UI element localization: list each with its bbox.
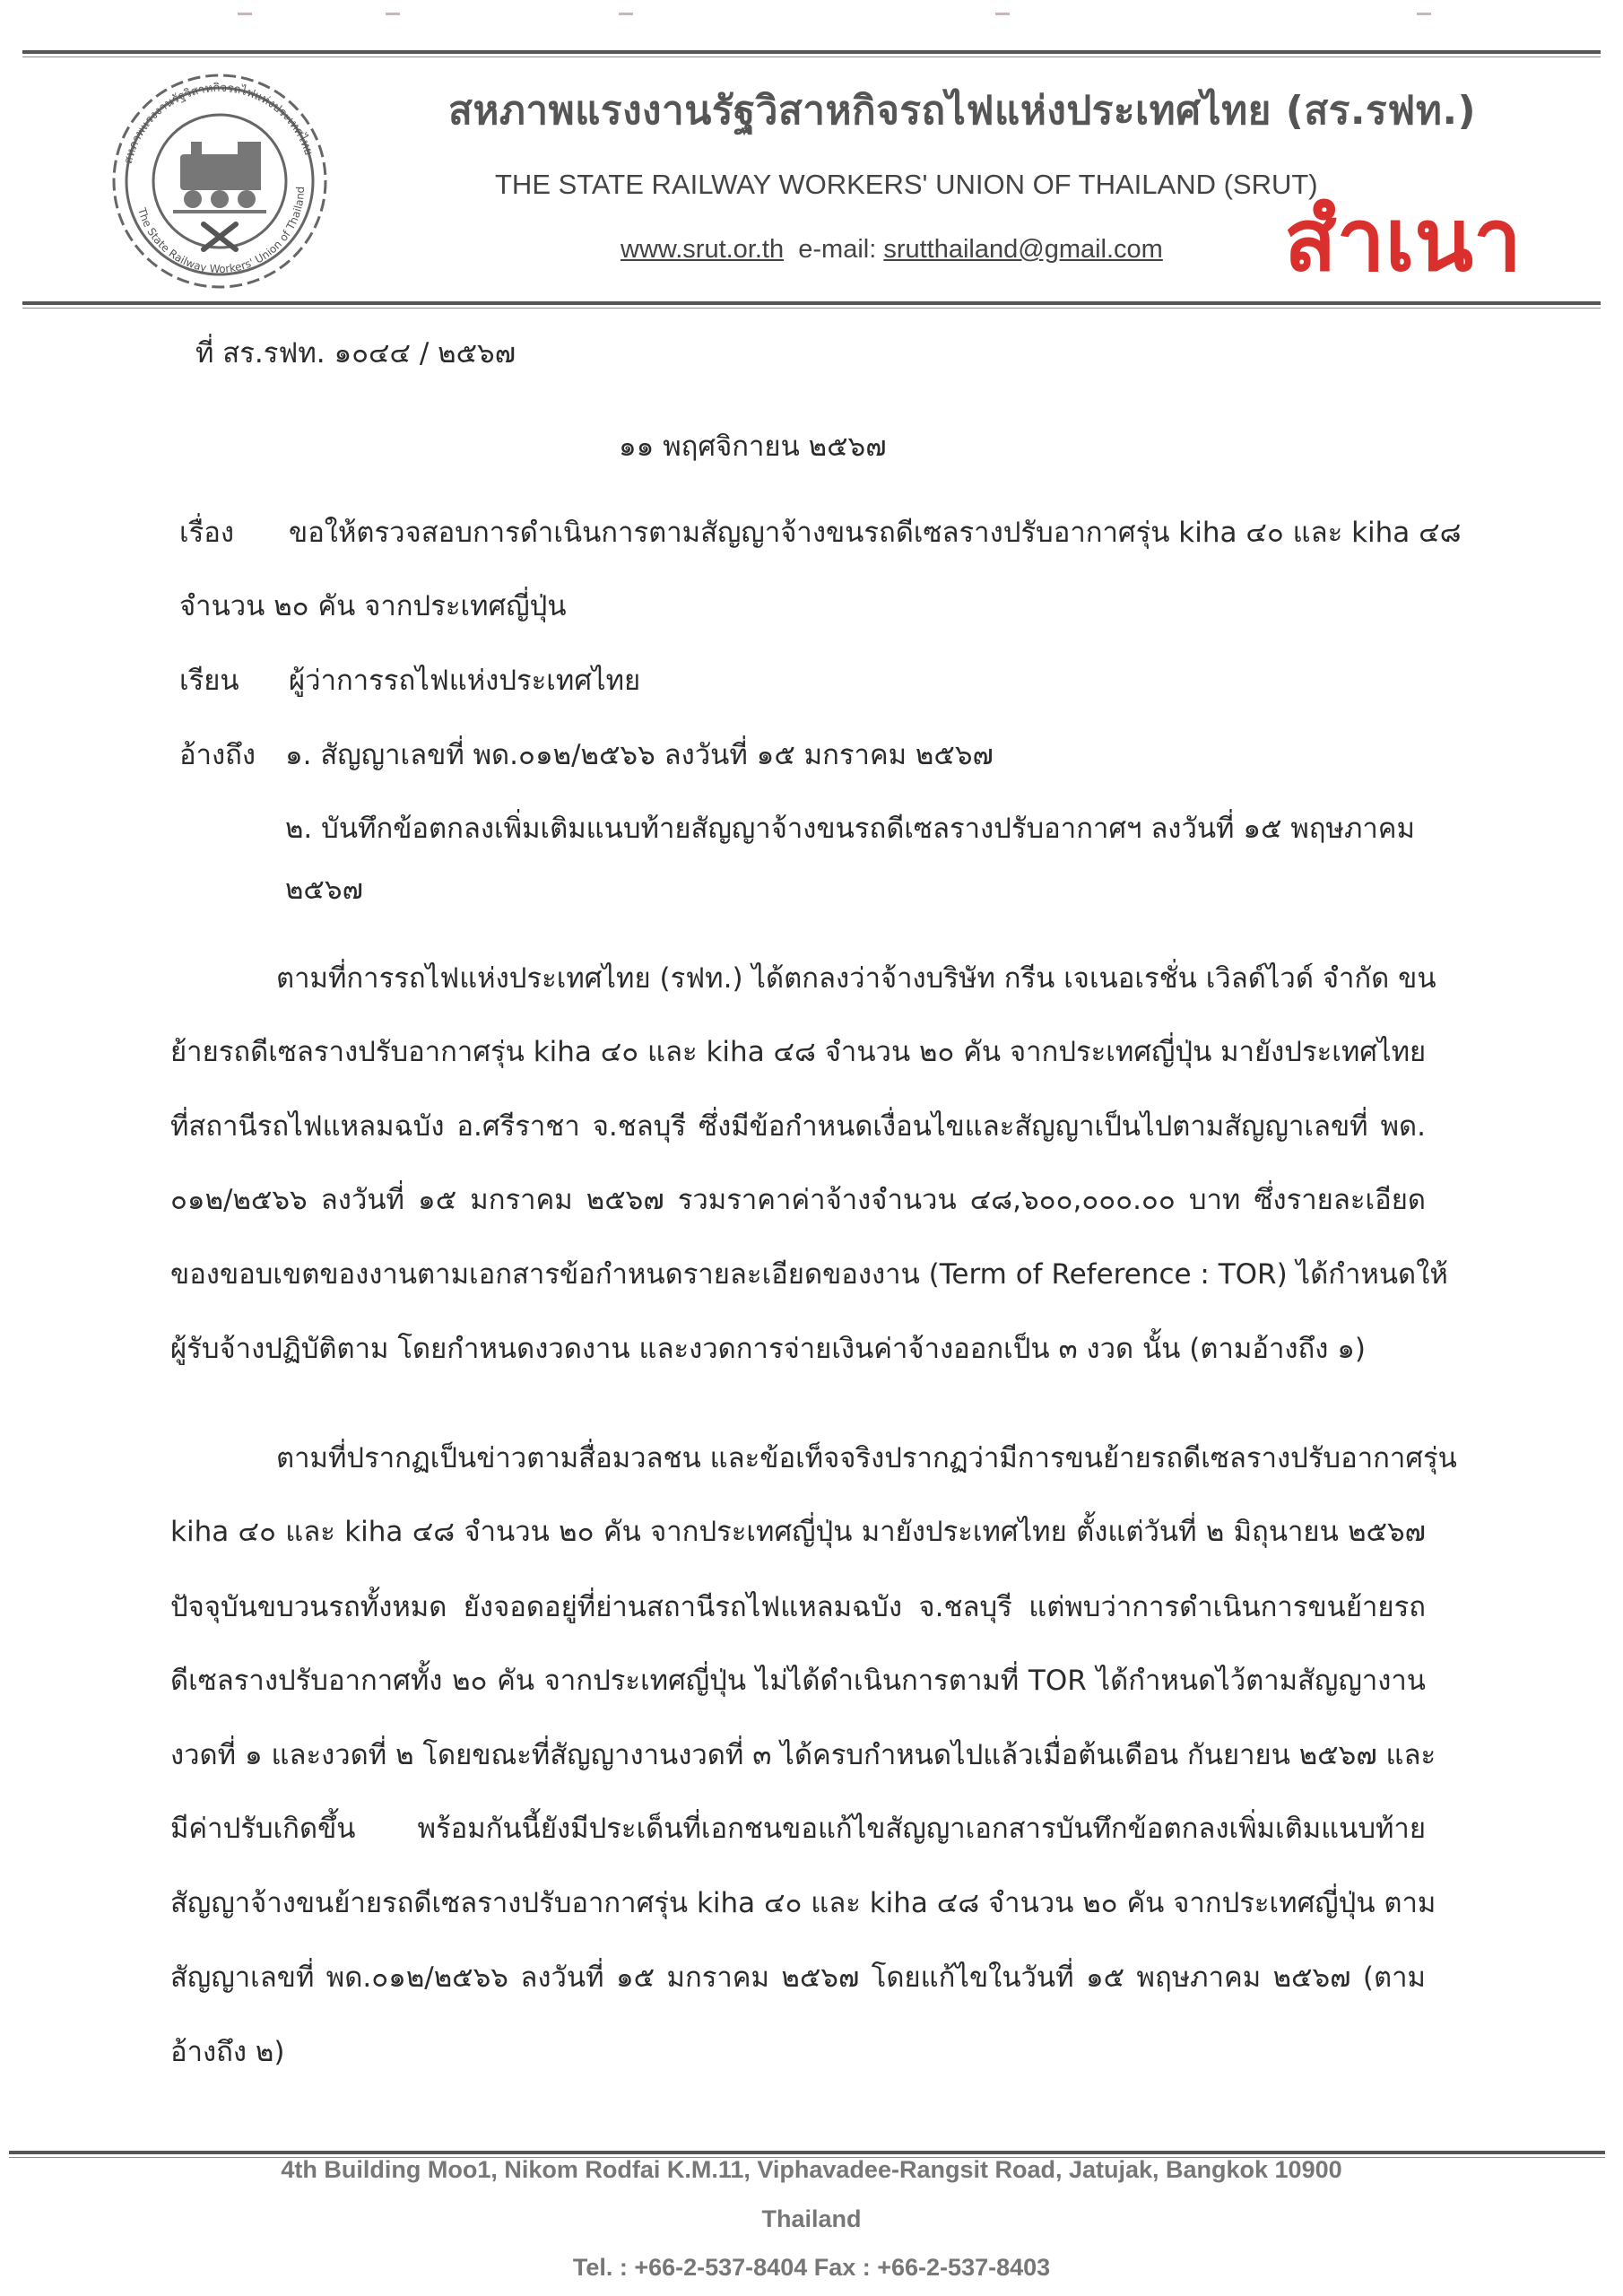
scan-marks	[0, 13, 1623, 22]
reference-item-2-line-2: ๒๕๖๗	[285, 874, 363, 906]
paragraph-2-line: ดีเซลรางปรับอากาศทั้ง ๒๐ คัน จากประเทศญี่ปุ่น ไม่ได้ดำเนินการตามที่ TOR ได้กำหนดไว้ตามสัญญางาน	[170, 1665, 1426, 1697]
org-name-english: THE STATE RAILWAY WORKERS' UNION OF THAILAND (SRUT)	[495, 169, 1318, 200]
paragraph-1-line: ที่สถานีรถไฟแหลมฉบัง อ.ศรีราชา จ.ชลบุรี ซึ่งมีข้อกำหนดเงื่อนไขและสัญญาเป็นไปตามสัญญาเลขที่ พด.	[170, 1110, 1426, 1143]
website-link[interactable]: www.srut.or.th	[621, 235, 785, 264]
contact-line	[621, 235, 1163, 265]
paragraph-1-line: ตามที่การรถไฟแห่งประเทศไทย (รฟท.) ได้ตกลงว่าจ้างบริษัท กรีน เจเนอเรชั่น เวิลด์ไวด์ จำกัด ขน	[276, 962, 1436, 995]
reference-number: ที่ สร.รฟท. ๑๐๔๔ / ๒๕๖๗	[195, 337, 516, 370]
email-label: e-mail:	[798, 235, 877, 264]
paragraph-2-line: งวดที่ ๑ และงวดที่ ๒ โดยขณะที่สัญญางานงวดที่ ๓ ได้ครบกำหนดไปแล้วเมื่อต้นเดือน กันยายน ๒๕๖๗ และ	[170, 1739, 1436, 1771]
copy-stamp: สำเนา	[1284, 190, 1522, 291]
paragraph-2-line: kiha ๔๐ และ kiha ๔๘ จำนวน ๒๐ คัน จากประเทศญี่ปุ่น มายังประเทศไทย ตั้งแต่วันที่ ๒ มิถุนายน ๒๕๖๗	[170, 1516, 1426, 1548]
paragraph-1-line: ผู้รับจ้างปฏิบัติตาม โดยกำหนดงวดงาน และงวดการจ่ายเงินค่าจ้างออกเป็น ๓ งวด นั้น (ตามอ้างถึง ๑)	[170, 1333, 1367, 1365]
logo-ring-text-top: สหภาพแรงงานรัฐวิสาหกิจรถไฟแห่งประเทศไทย	[121, 81, 316, 166]
union-seal-logo-icon	[103, 65, 336, 298]
recipient: ผู้ว่าการรถไฟแห่งประเทศไทย	[289, 665, 641, 697]
header-rule-top	[22, 50, 1601, 54]
header-rule-bottom-thin	[22, 308, 1601, 309]
paragraph-1-line: ของขอบเขตของงานตามเอกสารข้อกำหนดรายละเอียดของงาน (Term of Reference : TOR) ได้กำหนดให้	[170, 1258, 1448, 1291]
letter-date: ๑๑ พฤศจิกายน ๒๕๖๗	[619, 430, 887, 463]
paragraph-1-line: ย้ายรถดีเซลรางปรับอากาศรุ่น kiha ๔๐ และ kiha ๔๘ จำนวน ๒๐ คัน จากประเทศญี่ปุ่น มายังประเทศไทย	[170, 1036, 1427, 1068]
svg-text:สหภาพแรงงานรัฐวิสาหกิจรถไฟแห่ง	[122, 82, 316, 165]
reference-item-1: ๑. สัญญาเลขที่ พด.๐๑๒/๒๕๖๖ ลงวันที่ ๑๕ มกราคม ๒๕๖๗	[285, 739, 994, 771]
paragraph-1-line: ๐๑๒/๒๕๖๖ ลงวันที่ ๑๕ มกราคม ๒๕๖๗ รวมราคาค่าจ้างจำนวน ๔๘,๖๐๐,๐๐๐.๐๐ บาท ซึ่งรายละเอียด	[170, 1184, 1426, 1216]
paragraph-2-line: สัญญาเลขที่ พด.๐๑๒/๒๕๖๖ ลงวันที่ ๑๕ มกราคม ๒๕๖๗ โดยแก้ไขในวันที่ ๑๕ พฤษภาคม ๒๕๖๗ (ตาม	[170, 1961, 1426, 1994]
paragraph-2-line: สัญญาจ้างขนย้ายรถดีเซลรางปรับอากาศรุ่น kiha ๔๐ และ kiha ๔๘ จำนวน ๒๐ คัน จากประเทศญี่ปุ่น ตาม	[170, 1887, 1436, 1919]
subject-label: เรื่อง	[179, 517, 235, 549]
recipient-label: เรียน	[179, 665, 239, 697]
paragraph-2-line: อ้างถึง ๒)	[170, 2036, 285, 2068]
paragraph-2-line: มีค่าปรับเกิดขึ้น พร้อมกันนี้ยังมีประเด็นที่เอกชนขอแก้ไขสัญญาเอกสารบันทึกข้อตกลงเพิ่มเติมแนบท้าย	[170, 1813, 1426, 1845]
paragraph-2-line: ตามที่ปรากฏเป็นข่าวตามสื่อมวลชน และข้อเท็จจริงปรากฏว่ามีการขนย้ายรถดีเซลรางปรับอากาศรุ่น	[276, 1442, 1457, 1474]
header-rule-bottom	[22, 301, 1601, 305]
org-name-thai: สหภาพแรงงานรัฐวิสาหกิจรถไฟแห่งประเทศไทย (สร.รฟท.)	[448, 88, 1477, 134]
reference-label: อ้างถึง	[179, 739, 256, 771]
email-link[interactable]: srutthailand@gmail.com	[883, 235, 1163, 264]
paragraph-2-line: ปัจจุบันขบวนรถทั้งหมด ยังจอดอยู่ที่ย่านสถานีรถไฟแหลมฉบัง จ.ชลบุรี แต่พบว่าการดำเนินการขนย้ายรถ	[170, 1591, 1426, 1623]
footer-rule	[9, 2151, 1605, 2154]
logo-ring-text-bottom: The State Railway Workers' Union of Thailand	[135, 186, 308, 276]
subject-line-2: จำนวน ๒๐ คัน จากประเทศญี่ปุ่น	[179, 590, 567, 622]
footer-address-line-2: Thailand	[761, 2205, 862, 2232]
footer-address-line-1: 4th Building Moo1, Nikom Rodfai K.M.11, Viphavadee-Rangsit Road, Jatujak, Bangkok 10900	[281, 2156, 1342, 2183]
reference-item-2-line-1: ๒. บันทึกข้อตกลงเพิ่มเติมแนบท้ายสัญญาจ้างขนรถดีเซลรางปรับอากาศฯ ลงวันที่ ๑๕ พฤษภาคม	[285, 813, 1415, 845]
subject-line-1: ขอให้ตรวจสอบการดำเนินการตามสัญญาจ้างขนรถดีเซลรางปรับอากาศรุ่น kiha ๔๐ และ kiha ๔๘	[289, 517, 1462, 549]
footer-phone: Tel. : +66-2-537-8404 Fax : +66-2-537-8403	[572, 2254, 1051, 2281]
